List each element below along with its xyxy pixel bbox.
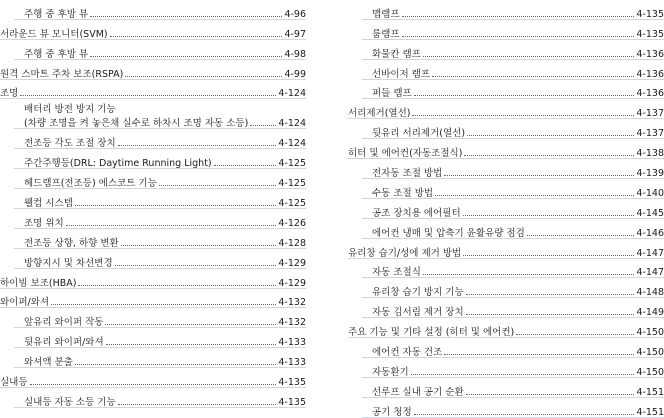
toc-entry-title: 주간주행등(DRL: Daytime Running Light) — [24, 158, 212, 170]
toc-entry-text — [348, 264, 636, 278]
toc-page-number: 4-137 — [636, 108, 664, 120]
toc-entry-row — [24, 115, 278, 129]
toc-entry-text — [0, 235, 278, 249]
toc-page-number: 4-132 — [278, 317, 306, 329]
toc-entry-title: 유리창 습기/성에 제거 방법 — [348, 247, 462, 259]
toc-entry-title: 히터 및 에어컨(자동조절식) — [348, 148, 463, 160]
toc-subsection-entry[interactable] — [348, 0, 664, 20]
toc-subsection-entry[interactable] — [0, 328, 306, 348]
toc-page-number: 4-139 — [636, 168, 664, 180]
toc-entry-row — [372, 264, 636, 278]
toc-entry-title: 퍼들 램프 — [372, 88, 412, 100]
toc-entry-text — [0, 46, 284, 60]
toc-entry-title: 화물칸 램프 — [372, 48, 421, 60]
toc-entry-row — [348, 145, 636, 159]
toc-entry-row — [372, 6, 636, 20]
toc-entry-text — [348, 46, 636, 60]
dot-leader — [464, 155, 634, 156]
dot-leader — [51, 304, 276, 305]
toc-section-entry[interactable] — [0, 80, 306, 100]
dot-leader — [121, 245, 277, 246]
toc-entry-row — [372, 26, 636, 40]
toc-subsection-entry[interactable] — [348, 159, 664, 179]
dot-leader — [115, 265, 277, 266]
toc-subsection-entry[interactable] — [0, 99, 306, 129]
toc-entry-row — [24, 235, 278, 249]
toc-page-number: 4-147 — [636, 247, 664, 259]
dot-leader — [435, 195, 634, 196]
toc-page-number: 4-150 — [636, 366, 664, 378]
toc-entry-row — [0, 275, 278, 289]
toc-entry-title: 맵램프 — [372, 8, 400, 20]
dot-leader — [516, 334, 634, 335]
toc-entry-title: 주요 기능 및 기타 설정 (히터 및 에어컨) — [348, 327, 515, 339]
dot-leader — [110, 36, 283, 37]
toc-page-number: 4-135 — [636, 28, 664, 40]
toc-entry-text — [0, 394, 278, 408]
toc-entry-text — [0, 374, 278, 388]
dot-leader — [467, 135, 634, 136]
dot-leader — [75, 364, 276, 365]
dot-leader — [466, 294, 635, 295]
toc-entry-row — [372, 85, 636, 99]
toc-entry-text — [348, 66, 636, 80]
toc-entry-title: 배터리 방전 방지 기능 — [24, 103, 116, 115]
toc-entry-text — [348, 304, 636, 318]
toc-entry-row — [348, 105, 636, 119]
toc-entry-title: 선바이저 램프 — [372, 68, 431, 80]
toc-page-number: 4-138 — [636, 148, 664, 160]
toc-entry-title: 하이빔 보조(HBA) — [0, 277, 77, 289]
toc-entry-text — [348, 344, 636, 358]
toc-subsection-entry[interactable] — [0, 348, 306, 368]
toc-page-number: 4-147 — [636, 267, 664, 279]
toc-subsection-entry[interactable] — [0, 249, 306, 269]
toc-entry-text — [0, 354, 278, 368]
toc-entry-text — [0, 104, 278, 130]
dot-leader — [444, 175, 634, 176]
toc-entry-text — [348, 384, 636, 398]
dot-leader — [527, 235, 635, 236]
toc-page-number: 4-151 — [636, 406, 664, 418]
toc-entry-text — [0, 275, 278, 289]
toc-entry-row — [24, 195, 278, 209]
dot-leader — [414, 95, 635, 96]
toc-page-number: 4-140 — [636, 187, 664, 199]
toc-entry-title: 룸램프 — [372, 28, 400, 40]
toc-entry-title: 와셔액 분출 — [24, 357, 73, 369]
toc-entry-title: 조명 — [0, 88, 19, 100]
toc-entry-text — [0, 255, 278, 269]
dot-leader — [159, 185, 277, 186]
toc-entry-row — [372, 185, 636, 199]
dot-leader — [402, 16, 635, 17]
toc-section-entry[interactable] — [348, 239, 664, 259]
toc-entry-text — [0, 85, 278, 99]
dot-leader — [250, 125, 276, 126]
toc-page-number: 4-97 — [284, 28, 306, 40]
dot-leader — [423, 274, 634, 275]
toc-entry-title: 웰컴 시스템 — [24, 198, 73, 210]
toc-entry-text — [348, 404, 636, 418]
toc-entry-title: 실내등 — [0, 377, 28, 389]
toc-entry-text — [348, 225, 636, 239]
toc-entry-row — [372, 344, 636, 358]
toc-entry-text — [0, 195, 278, 209]
dot-leader — [463, 255, 634, 256]
dot-leader — [106, 344, 277, 345]
toc-page-number: 4-149 — [636, 307, 664, 319]
toc-page-number: 4-124 — [278, 88, 306, 100]
toc-entry-title: 헤드램프(전조등) 에스코트 기능 — [24, 178, 157, 190]
toc-subsection-entry[interactable] — [348, 60, 664, 80]
toc-entry-text — [0, 175, 278, 189]
toc-entry-title: 전자동 조절 방법 — [372, 168, 443, 180]
toc-page-number: 4-126 — [278, 217, 306, 229]
toc-page-number: 4-135 — [278, 396, 306, 408]
toc-entry-row — [372, 46, 636, 60]
dot-leader — [411, 374, 635, 375]
toc-page-number: 4-148 — [636, 287, 664, 299]
toc-subsection-entry[interactable] — [348, 338, 664, 358]
toc-entry-row — [0, 85, 278, 99]
toc-entry-title: 공기 청정 — [372, 406, 412, 418]
toc-entry-row — [24, 354, 278, 368]
toc-entry-text — [0, 135, 278, 149]
toc-entry-row — [24, 215, 278, 229]
dot-leader — [75, 205, 276, 206]
toc-subsection-entry[interactable] — [0, 129, 306, 149]
toc-entry-row — [24, 155, 278, 169]
dot-leader — [466, 394, 635, 395]
toc-page-number: 4-146 — [636, 227, 664, 239]
toc-entry-text — [0, 155, 278, 169]
toc-entry-text — [0, 6, 284, 20]
toc-entry-row — [372, 225, 636, 239]
toc-entry-title: 조명 위치 — [24, 217, 64, 229]
toc-entry-row — [24, 135, 278, 149]
toc-entry-text — [0, 26, 284, 40]
toc-section-entry[interactable] — [348, 99, 664, 119]
dot-leader — [466, 314, 635, 315]
toc-page-number: 4-145 — [636, 207, 664, 219]
toc-entry-row — [372, 165, 636, 179]
toc-subsection-entry[interactable] — [348, 40, 664, 60]
toc-entry-title: 자동환기 — [372, 366, 409, 378]
toc-page-number: 4-151 — [636, 386, 664, 398]
toc-page-number: 4-129 — [278, 277, 306, 289]
dot-leader — [412, 115, 634, 116]
toc-entry-text — [348, 165, 636, 179]
toc-subsection-entry[interactable] — [348, 119, 664, 139]
toc-subsection-entry[interactable] — [0, 189, 306, 209]
toc-entry-text — [0, 314, 278, 328]
toc-page-number: 4-125 — [278, 178, 306, 190]
toc-page-number: 4-128 — [278, 237, 306, 249]
toc-entry-text — [348, 364, 636, 378]
toc-subsection-entry[interactable] — [0, 149, 306, 169]
toc-page-number: 4-133 — [278, 337, 306, 349]
toc-page-number: 4-98 — [284, 48, 306, 60]
dot-leader — [463, 215, 635, 216]
toc-page-number: 4-136 — [636, 48, 664, 60]
dot-leader — [125, 76, 282, 77]
toc-entry-title: 주행 중 후방 뷰 — [24, 8, 89, 20]
dot-leader — [90, 56, 282, 57]
toc-subsection-entry[interactable] — [348, 398, 664, 418]
dot-leader — [66, 225, 277, 226]
toc-entry-title-continued: (차량 조명을 켜 놓은채 실수로 하차시 조명 자동 소등) — [24, 118, 249, 130]
toc-subsection-entry[interactable] — [0, 229, 306, 249]
toc-subsection-entry[interactable] — [348, 199, 664, 219]
toc-page-number: 4-135 — [636, 8, 664, 20]
dot-leader — [423, 56, 634, 57]
toc-entry-text — [348, 324, 636, 338]
toc-page-number: 4-135 — [278, 377, 306, 389]
toc-entry-text — [348, 205, 636, 219]
toc-subsection-entry[interactable] — [0, 308, 306, 328]
toc-page-number: 4-137 — [636, 128, 664, 140]
toc-entry-text — [348, 26, 636, 40]
toc-entry-row — [372, 384, 636, 398]
toc-right-column — [348, 0, 664, 418]
toc-entry-row — [348, 324, 636, 338]
toc-entry-row — [372, 404, 636, 418]
toc-left-column — [0, 0, 306, 408]
dot-leader — [90, 16, 282, 17]
toc-entry-title: 주행 중 후방 뷰 — [24, 48, 89, 60]
toc-entry-row — [348, 245, 636, 259]
dot-leader — [30, 384, 277, 385]
toc-subsection-entry[interactable] — [348, 259, 664, 279]
toc-entry-row — [372, 205, 636, 219]
toc-entry-title: 자동 김서림 제거 장치 — [372, 307, 464, 319]
toc-entry-title: 방향지시 및 차선변경 — [24, 257, 113, 269]
toc-subsection-entry[interactable] — [348, 20, 664, 40]
toc-entry-title: 앞유리 와이퍼 작동 — [24, 317, 104, 329]
toc-subsection-entry[interactable] — [348, 278, 664, 298]
toc-entry-title: 수동 조절 방법 — [372, 187, 434, 199]
toc-entry-title: 서리제거(열선) — [348, 108, 411, 120]
toc-entry-text — [348, 6, 636, 20]
toc-page-number: 4-150 — [636, 347, 664, 359]
toc-entry-text — [0, 215, 278, 229]
toc-page-number: 4-99 — [284, 68, 306, 80]
toc-subsection-entry[interactable] — [0, 209, 306, 229]
dot-leader — [444, 354, 634, 355]
toc-entry-text — [348, 245, 636, 259]
toc-entry-row — [24, 6, 284, 20]
toc-entry-row — [24, 255, 278, 269]
toc-page-number: 4-96 — [284, 8, 306, 20]
toc-entry-text — [0, 294, 278, 308]
toc-page-number: 4-150 — [636, 327, 664, 339]
toc-page-number: 4-132 — [278, 297, 306, 309]
toc-section-entry[interactable] — [348, 318, 664, 338]
toc-subsection-entry[interactable] — [348, 179, 664, 199]
toc-entry-row — [0, 66, 284, 80]
toc-page-number: 4-124 — [278, 118, 306, 130]
toc-page-number: 4-124 — [278, 138, 306, 150]
toc-entry-row — [0, 374, 278, 388]
toc-entry-title: 선루프 실내 공기 순환 — [372, 386, 464, 398]
toc-entry-text — [348, 85, 636, 99]
toc-entry-row — [24, 175, 278, 189]
toc-section-entry[interactable] — [0, 60, 306, 80]
toc-entry-text — [0, 66, 284, 80]
dot-leader — [414, 414, 635, 415]
toc-entry-title: 에어컨 냉매 및 압축기 윤활유량 점검 — [372, 227, 525, 239]
dot-leader — [105, 324, 276, 325]
toc-entry-title: 뒷유리 와이퍼/와셔 — [24, 337, 104, 349]
dot-leader — [402, 36, 635, 37]
toc-subsection-entry[interactable] — [0, 40, 306, 60]
toc-section-entry[interactable] — [0, 20, 306, 40]
toc-entry-row — [24, 394, 278, 408]
toc-subsection-entry[interactable] — [348, 219, 664, 239]
toc-entry-row — [372, 304, 636, 318]
toc-entry-row — [0, 26, 284, 40]
toc-section-entry[interactable] — [0, 269, 306, 289]
toc-entry-row — [24, 46, 284, 60]
toc-entry-row — [24, 334, 278, 348]
toc-entry-row — [372, 125, 636, 139]
toc-entry-title: 자동 조절식 — [372, 267, 421, 279]
toc-entry-title: 에어컨 자동 건조 — [372, 347, 443, 359]
toc-page-number: 4-133 — [278, 357, 306, 369]
toc-entry-text — [0, 334, 278, 348]
toc-subsection-entry[interactable] — [0, 0, 306, 20]
toc-entry-text — [348, 185, 636, 199]
toc-section-entry[interactable] — [0, 368, 306, 388]
toc-subsection-entry[interactable] — [348, 298, 664, 318]
toc-entry-title: 뒷유리 서리제거(열선) — [372, 128, 466, 140]
toc-subsection-entry[interactable] — [348, 80, 664, 100]
toc-entry-title: 공조 장치용 에어필터 — [372, 207, 461, 219]
toc-section-entry[interactable] — [0, 289, 306, 309]
toc-page-number: 4-136 — [636, 68, 664, 80]
toc-entry-row — [24, 314, 278, 328]
toc-entry-text — [348, 284, 636, 298]
toc-section-entry[interactable] — [348, 139, 664, 159]
toc-entry-text — [348, 125, 636, 139]
toc-page-number: 4-125 — [278, 158, 306, 170]
toc-entry-title: 전조등 각도 조절 장치 — [24, 138, 116, 150]
dot-leader — [78, 285, 276, 286]
toc-entry-title: 서라운드 뷰 모니터(SVM) — [0, 28, 108, 40]
toc-entry-title: 와이퍼/와셔 — [0, 297, 50, 309]
toc-entry-title: 실내등 자동 소등 기능 — [24, 396, 116, 408]
toc-entry-row — [372, 66, 636, 80]
toc-entry-text — [348, 145, 636, 159]
toc-entry-row — [372, 284, 636, 298]
dot-leader — [432, 76, 634, 77]
toc-page-number: 4-129 — [278, 257, 306, 269]
toc-page-number: 4-125 — [278, 198, 306, 210]
toc-entry-title: 원격 스마트 주차 보조(RSPA) — [0, 68, 124, 80]
toc-entry-row — [372, 364, 636, 378]
toc-entry-title: 전조등 상향, 하향 변환 — [24, 237, 119, 249]
dot-leader — [20, 95, 276, 96]
toc-subsection-entry[interactable] — [348, 358, 664, 378]
dot-leader — [118, 145, 277, 146]
toc-subsection-entry[interactable] — [0, 169, 306, 189]
toc-entry-text — [348, 105, 636, 119]
toc-entry-title: 유리창 습기 방지 기능 — [372, 287, 464, 299]
dot-leader — [214, 165, 277, 166]
toc-page-number: 4-136 — [636, 88, 664, 100]
toc-entry-row — [0, 294, 278, 308]
toc-subsection-entry[interactable] — [348, 378, 664, 398]
